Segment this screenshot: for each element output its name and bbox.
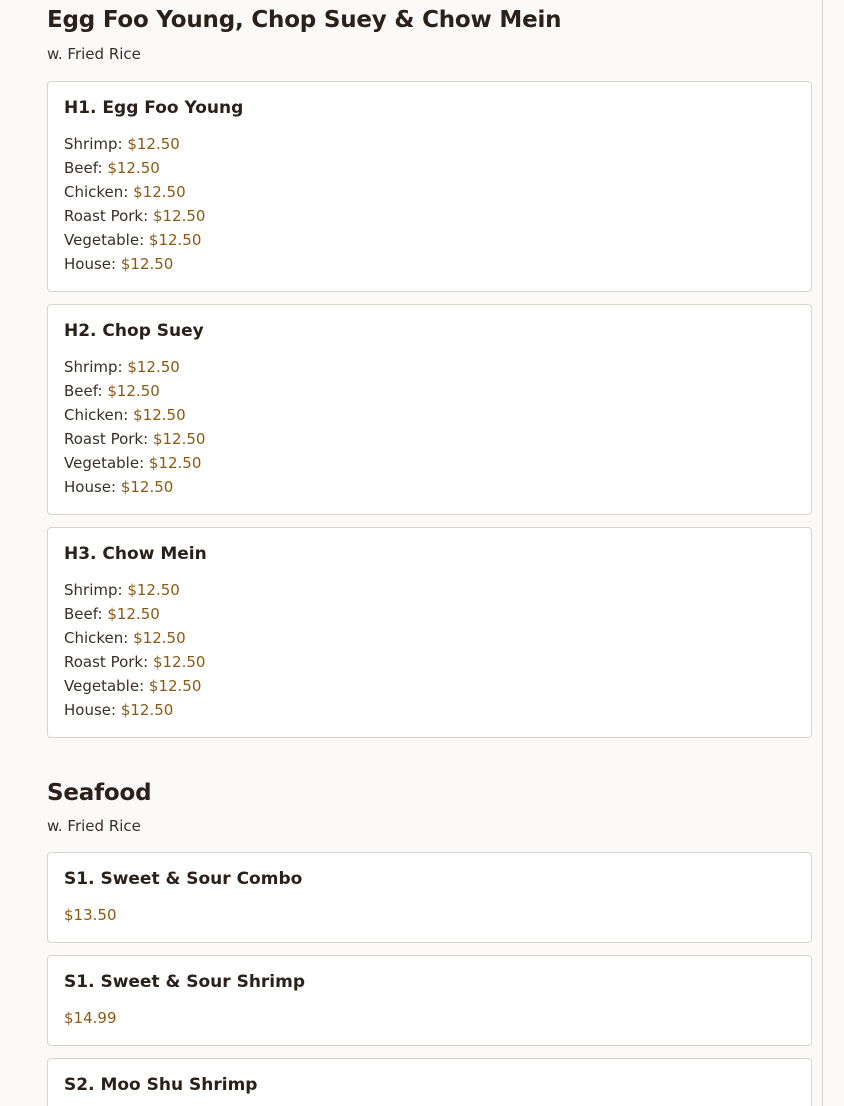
variant-price: $12.50 [148, 677, 202, 695]
variant-label: Chicken: [64, 183, 129, 201]
variant-list [64, 355, 795, 499]
menu-item-name: H3. Chow Mein [64, 544, 207, 564]
variant-price: $12.50 [127, 358, 180, 376]
variant-row [64, 204, 795, 228]
variant-price: $12.50 [133, 183, 186, 201]
variant-row [64, 180, 795, 204]
variant-label: Chicken: [64, 629, 129, 647]
variant-label: Roast Pork: [64, 653, 149, 671]
variant-list [64, 132, 795, 276]
variant-label: Roast Pork: [64, 207, 149, 225]
variant-row [64, 674, 795, 698]
variant-price: $12.50 [133, 629, 186, 647]
variant-label: Vegetable: [64, 454, 145, 472]
variant-price: $12.50 [107, 382, 160, 400]
variant-label: House: [64, 255, 117, 273]
variant-label: Shrimp: [64, 135, 123, 153]
variant-price: $12.50 [133, 406, 186, 424]
variant-label: Roast Pork: [64, 430, 149, 448]
variant-label: House: [64, 701, 117, 719]
variant-label: Shrimp: [64, 581, 123, 599]
menu-item-name: H2. Chop Suey [64, 321, 204, 341]
variant-row [64, 355, 795, 379]
variant-label: House: [64, 478, 117, 496]
menu-item-card[interactable] [47, 527, 812, 738]
variant-price: $12.50 [107, 605, 160, 623]
variant-row [64, 252, 795, 276]
variant-label: Shrimp: [64, 358, 123, 376]
menu-item-card[interactable] [47, 955, 812, 1046]
menu-item-name: S1. Sweet & Sour Combo [64, 869, 303, 889]
variant-row [64, 403, 795, 427]
section-subtitle: w. Fried Rice [47, 45, 141, 63]
variant-row [64, 578, 795, 602]
variant-row [64, 698, 795, 722]
variant-row [64, 156, 795, 180]
variant-label: Beef: [64, 605, 103, 623]
menu-item-price: $13.50 [64, 906, 117, 924]
variant-price: $12.50 [127, 135, 180, 153]
variant-price: $12.50 [120, 701, 174, 719]
variant-row [64, 650, 795, 674]
section-title: Egg Foo Young, Chop Suey & Chow Mein [47, 7, 562, 33]
variant-label: Vegetable: [64, 231, 145, 249]
variant-label: Chicken: [64, 406, 129, 424]
variant-row [64, 602, 795, 626]
variant-label: Beef: [64, 159, 103, 177]
variant-row [64, 475, 795, 499]
menu-item-name: S2. Moo Shu Shrimp [64, 1075, 258, 1095]
variant-price: $12.50 [127, 581, 180, 599]
menu-item-name: H1. Egg Foo Young [64, 98, 244, 118]
variant-price: $12.50 [120, 255, 174, 273]
variant-label: Vegetable: [64, 677, 145, 695]
variant-row [64, 228, 795, 252]
menu-item-price: $14.99 [64, 1009, 117, 1027]
variant-row [64, 379, 795, 403]
variant-row [64, 451, 795, 475]
variant-list [64, 578, 795, 722]
menu-item-name: S1. Sweet & Sour Shrimp [64, 972, 306, 992]
menu-item-card[interactable] [47, 81, 812, 292]
section-subtitle: w. Fried Rice [47, 817, 141, 835]
variant-price: $12.50 [152, 430, 206, 448]
variant-price: $12.50 [152, 653, 206, 671]
menu-item-card[interactable] [47, 1058, 812, 1106]
section-seafood [0, 779, 823, 1106]
variant-price: $12.50 [148, 454, 202, 472]
menu-item-card[interactable] [47, 852, 812, 943]
variant-price: $12.50 [120, 478, 174, 496]
variant-row [64, 626, 795, 650]
menu-item-card[interactable] [47, 304, 812, 515]
variant-price: $12.50 [152, 207, 206, 225]
section-title: Seafood [47, 780, 152, 806]
variant-price: $12.50 [107, 159, 160, 177]
variant-row [64, 132, 795, 156]
variant-price: $12.50 [148, 231, 202, 249]
variant-label: Beef: [64, 382, 103, 400]
variant-row [64, 427, 795, 451]
section-egg-foo-young [0, 6, 823, 750]
